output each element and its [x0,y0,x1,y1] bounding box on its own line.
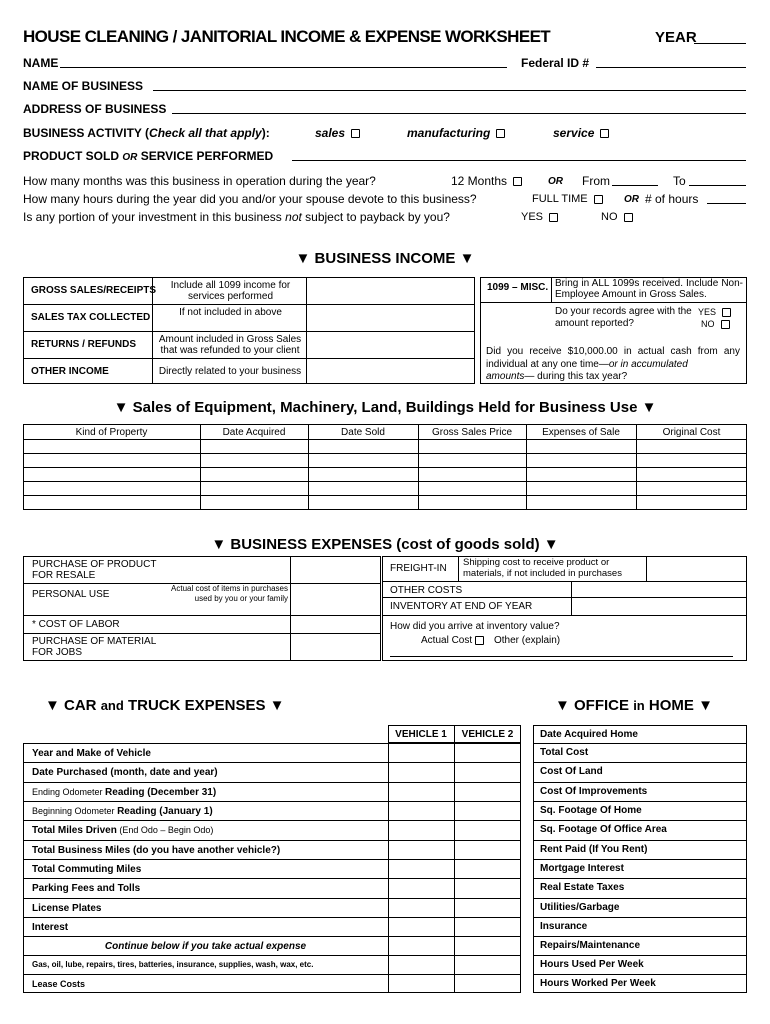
months-or: OR [548,176,563,187]
to-label: To [673,174,686,188]
page-title: HOUSE CLEANING / JANITORIAL INCOME & EXPENSE WORKSHEET [23,27,551,46]
records-yes[interactable]: YES [698,307,731,317]
num-hours-field[interactable] [707,192,746,204]
address-field[interactable] [172,102,746,114]
year-field[interactable] [694,32,746,44]
purchase-material-label: PURCHASE OF MATERIAL FOR JOBS [32,636,156,658]
office-row-label: Hours Worked Per Week [540,978,656,989]
misc-1099-note: Bring in ALL 1099s received. Include Non-Employee Amount in Gross Sales. [555,278,743,300]
equipment-header: ▼ Sales of Equipment, Machinery, Land, Buildings Held for Business Use ▼ [113,399,657,416]
sales-tax-note: If not included in above [179,307,282,318]
personal-use-note: Actual cost of items in purchases used by you or your family [171,584,288,603]
manufacturing-checkbox[interactable] [496,129,505,138]
records-no-checkbox[interactable] [721,320,730,329]
product-sold-label: PRODUCT SOLD OR SERVICE PERFORMED [23,149,274,163]
office-row-label: Repairs/Maintenance [540,940,641,951]
vehicle-1-label: VEHICLE 1 [395,729,447,740]
to-field[interactable] [689,174,746,186]
cash-question-line2: individual at any one time—or in accumulated [486,359,688,370]
col-expenses-of-sale: Expenses of Sale [542,427,620,438]
office-row-label: Utilities/Garbage [540,902,620,913]
car-row-label: Total Business Miles (do you have another vehicle?) [32,845,281,856]
investment-yes[interactable]: YES [521,211,558,223]
office-row-label: Total Cost [540,747,589,758]
inventory-label: INVENTORY AT END OF YEAR [390,601,533,612]
inventory-explain-line[interactable] [390,656,733,657]
federal-id-field[interactable] [596,56,746,68]
car-row-label: Total Miles Driven (End Odo – Begin Odo) [32,825,214,836]
sales-tax-label: SALES TAX COLLECTED [31,312,151,323]
business-activity-label: BUSINESS ACTIVITY (Check all that apply): [23,126,270,140]
records-yes-checkbox[interactable] [722,308,731,317]
gross-sales-note: Include all 1099 income for services performed [170,280,291,302]
car-row-label: Interest [32,922,69,933]
hours-or: OR [624,194,639,205]
misc-1099-label: 1099 – MISC. [487,282,549,293]
personal-use-label: PERSONAL USE [32,589,110,600]
sales-checkbox[interactable] [351,129,360,138]
car-row-label: Ending Odometer Reading (December 31) [32,787,217,798]
freight-in-note: Shipping cost to receive product or materials, if not included in purchases [463,557,622,579]
full-time-option[interactable]: FULL TIME [532,193,603,205]
other-explain-label: Other (explain) [494,635,561,646]
col-gross-sales-price: Gross Sales Price [431,427,513,438]
office-row-label: Insurance [540,921,588,932]
cash-question-line3: amounts— during this tax year? [486,371,628,382]
office-row-label: Cost Of Improvements [540,786,648,797]
business-expenses-header: ▼ BUSINESS EXPENSES (cost of goods sold) ▼ [211,536,559,553]
activity-service[interactable]: service [553,126,609,140]
activity-manufacturing[interactable]: manufacturing [407,126,505,140]
full-time-checkbox[interactable] [594,195,603,204]
service-checkbox[interactable] [600,129,609,138]
office-row-label: Sq. Footage Of Home [540,805,642,816]
federal-id-label: Federal ID # [521,56,590,70]
office-row-label: Hours Used Per Week [540,959,644,970]
hours-question: How many hours during the year did you and/or your spouse devote to this business? [23,192,477,206]
records-question: Do your records agree with the amount reported? [555,306,692,329]
name-field[interactable] [60,56,507,68]
gas-oil-row-label: Gas, oil, lube, repairs, tires, batteries, insurance, supplies, wash, wax, etc. [32,960,314,969]
col-date-acquired: Date Acquired [222,427,286,438]
office-row-label: Cost Of Land [540,766,603,777]
office-home-header: ▼ OFFICE in HOME ▼ [555,697,713,714]
car-row-label: Total Commuting Miles [32,864,142,875]
car-row-label: Beginning Odometer Reading (January 1) [32,806,213,817]
twelve-months-option[interactable]: 12 Months [451,174,522,188]
address-label: ADDRESS OF BUSINESS [23,102,167,116]
car-row-label: Year and Make of Vehicle [32,748,151,759]
name-label: NAME [23,56,59,70]
office-row-label: Date Acquired Home [540,729,638,740]
other-income-note: Directly related to your business [158,366,302,377]
office-row-label: Mortgage Interest [540,863,624,874]
months-question: How many months was this business in operation during the year? [23,174,376,188]
cost-of-labor-label: * COST OF LABOR [32,619,120,630]
business-name-field[interactable] [153,79,746,91]
freight-in-label: FREIGHT-IN [390,563,447,574]
year-label: YEAR [655,29,697,46]
car-truck-header: ▼ CAR and TRUCK EXPENSES ▼ [45,697,285,714]
investment-no[interactable]: NO [601,211,633,223]
actual-cost-option[interactable]: Actual Cost [421,635,484,646]
records-no[interactable]: NO [701,319,730,329]
other-income-label: OTHER INCOME [31,366,109,377]
car-row-label: License Plates [32,903,102,914]
investment-no-checkbox[interactable] [624,213,633,222]
other-costs-label: OTHER COSTS [390,585,463,596]
vehicle-2-label: VEHICLE 2 [461,729,514,740]
activity-sales[interactable]: sales [315,126,360,140]
continue-note: Continue below if you take actual expense [104,941,307,952]
office-row-label: Rent Paid (If You Rent) [540,844,648,855]
gross-sales-label: GROSS SALES/RECEIPTS [31,285,157,296]
product-sold-field[interactable] [292,149,746,161]
office-row-label: Real Estate Taxes [540,882,625,893]
car-row-label: Parking Fees and Tolls [32,883,141,894]
twelve-months-checkbox[interactable] [513,177,522,186]
cash-question-line1: Did you receive $10,000.00 in actual cash from any [486,346,740,357]
from-label: From [582,174,610,188]
num-hours-label: # of hours [645,192,699,206]
inventory-question: How did you arrive at inventory value? [390,621,560,632]
purchase-product-label: PURCHASE OF PRODUCT FOR RESALE [32,559,157,581]
returns-note: Amount included in Gross Sales that was refunded to your client [158,334,302,356]
investment-yes-checkbox[interactable] [549,213,558,222]
col-date-sold: Date Sold [341,427,385,438]
from-field[interactable] [612,174,658,186]
investment-question: Is any portion of your investment in this business not subject to payback by you? [23,210,450,224]
lease-costs-label: Lease Costs [32,979,86,989]
business-name-label: NAME OF BUSINESS [23,79,144,93]
business-income-header: ▼ BUSINESS INCOME ▼ [295,250,475,267]
col-original-cost: Original Cost [662,427,721,438]
car-row-label: Date Purchased (month, date and year) [32,767,218,778]
actual-cost-checkbox[interactable] [475,636,484,645]
col-kind-of-property: Kind of Property [75,427,148,438]
office-row-label: Sq. Footage Of Office Area [540,824,667,835]
returns-label: RETURNS / REFUNDS [31,339,137,350]
